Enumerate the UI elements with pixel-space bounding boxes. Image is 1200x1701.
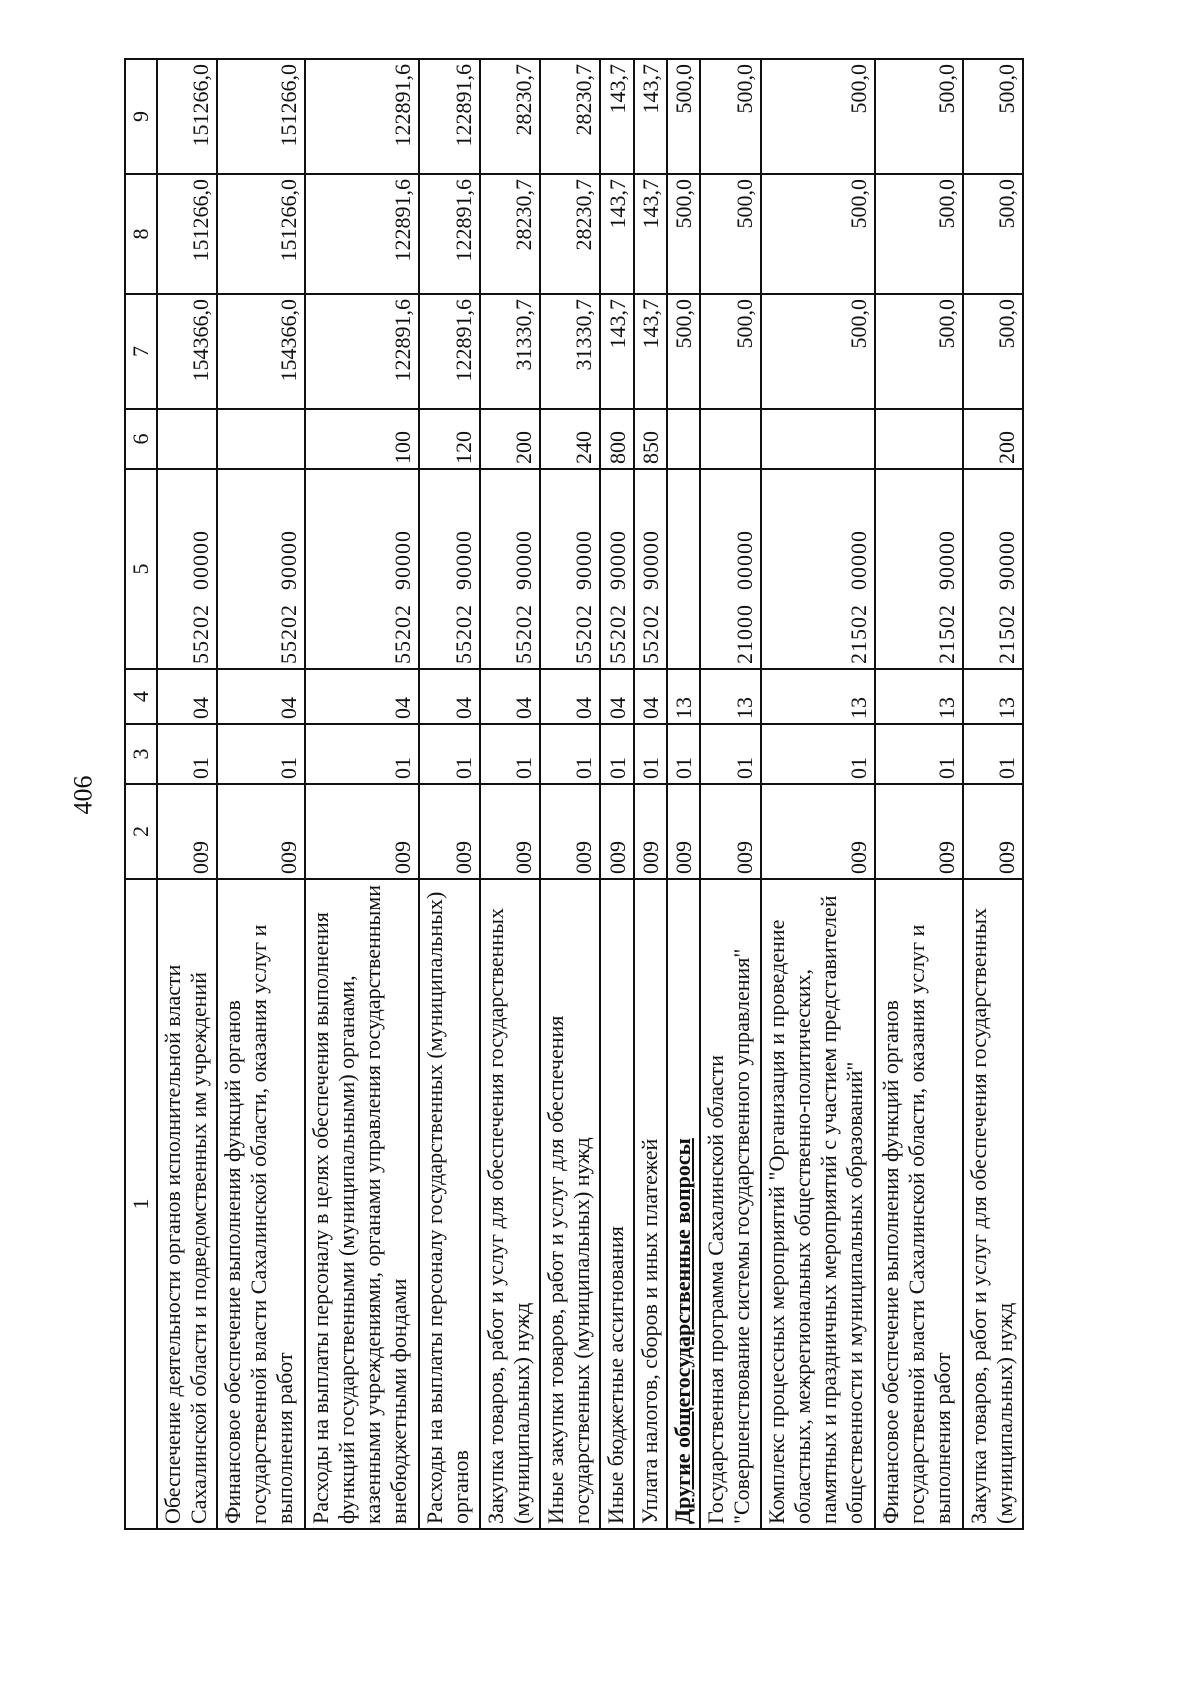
amount-year-1: 31330,7 — [540, 294, 600, 409]
table-body — [157, 59, 1023, 1529]
amount-year-1: 500,0 — [700, 294, 760, 409]
target-article-part-1: 55202 — [390, 604, 416, 664]
grbs-code: 009 — [305, 784, 419, 879]
target-article-part-2: 90000 — [390, 530, 416, 590]
amount-year-2: 122891,6 — [419, 174, 479, 294]
section-code: 01 — [700, 724, 760, 784]
amount-year-1: 500,0 — [963, 294, 1024, 409]
section-code: 01 — [875, 724, 962, 784]
column-header-2: 2 — [125, 784, 157, 879]
amount-year-1: 154366,0 — [157, 294, 217, 409]
amount-year-3: 143,7 — [600, 59, 633, 174]
amount-year-1: 122891,6 — [419, 294, 479, 409]
grbs-code: 009 — [419, 784, 479, 879]
target-article-code — [540, 469, 600, 669]
grbs-code: 009 — [700, 784, 760, 879]
expense-type-code — [761, 409, 875, 469]
subsection-code: 04 — [480, 669, 540, 724]
expense-type-code: 200 — [480, 409, 540, 469]
subsection-code: 04 — [157, 669, 217, 724]
amount-year-1: 500,0 — [761, 294, 875, 409]
target-article-part-2: 00000 — [731, 530, 757, 590]
grbs-code: 009 — [600, 784, 633, 879]
amount-year-3: 500,0 — [875, 59, 962, 174]
target-article-part-1: 21502 — [933, 604, 959, 664]
target-article-part-2: 90000 — [510, 530, 536, 590]
section-code: 01 — [419, 724, 479, 784]
grbs-code: 009 — [480, 784, 540, 879]
amount-year-2: 500,0 — [875, 174, 962, 294]
expense-type-code: 100 — [305, 409, 419, 469]
expense-type-code — [157, 409, 217, 469]
grbs-code: 009 — [667, 784, 700, 879]
amount-year-1: 154366,0 — [217, 294, 304, 409]
target-article-part-1: 55202 — [571, 604, 597, 664]
amount-year-2: 143,7 — [634, 174, 667, 294]
amount-year-2: 151266,0 — [157, 174, 217, 294]
grbs-code: 009 — [634, 784, 667, 879]
table-row — [600, 59, 633, 1529]
amount-year-2: 143,7 — [600, 174, 633, 294]
row-name: Обеспечение деятельности органов исполнительной власти Сахалинской области и подведомственных им учреждений — [157, 879, 217, 1529]
expense-type-code — [875, 409, 962, 469]
amount-year-3: 143,7 — [634, 59, 667, 174]
amount-year-3: 500,0 — [761, 59, 875, 174]
row-name: Закупка товаров, работ и услуг для обеспечения государственных (муниципальных) нужд — [963, 879, 1024, 1529]
target-article-part-1: 55202 — [637, 604, 663, 664]
row-name: Уплата налогов, сборов и иных платежей — [634, 879, 667, 1529]
expense-type-code — [700, 409, 760, 469]
column-header-4: 4 — [125, 669, 157, 724]
amount-year-1: 143,7 — [600, 294, 633, 409]
amount-year-3: 500,0 — [667, 59, 700, 174]
target-article-code — [667, 469, 700, 669]
grbs-code: 009 — [761, 784, 875, 879]
section-code: 01 — [217, 724, 304, 784]
table-row — [700, 59, 760, 1529]
amount-year-3: 500,0 — [963, 59, 1024, 174]
target-article-part-1: 21000 — [731, 604, 757, 664]
section-code: 01 — [667, 724, 700, 784]
target-article-part-1: 55202 — [510, 604, 536, 664]
target-article-code — [700, 469, 760, 669]
target-article-code — [217, 469, 304, 669]
table-row — [634, 59, 667, 1529]
table-row — [667, 59, 700, 1529]
subsection-code: 13 — [963, 669, 1024, 724]
expense-type-code — [667, 409, 700, 469]
amount-year-3: 28230,7 — [540, 59, 600, 174]
column-header-5: 5 — [125, 469, 157, 669]
row-name: Закупка товаров, работ и услуг для обеспечения государственных (муниципальных) нужд — [480, 879, 540, 1529]
expense-type-code: 240 — [540, 409, 600, 469]
section-code: 01 — [761, 724, 875, 784]
row-name: Другие общегосударственные вопросы — [667, 879, 700, 1529]
target-article-part-2: 90000 — [571, 530, 597, 590]
column-header-3: 3 — [125, 724, 157, 784]
table-row — [305, 59, 419, 1529]
target-article-code — [761, 469, 875, 669]
target-article-code — [157, 469, 217, 669]
row-name: Финансовое обеспечение выполнения функций органов государственной власти Сахалинской области, оказания услуг и выполнения работ — [875, 879, 962, 1529]
expense-type-code — [217, 409, 304, 469]
target-article-code — [963, 469, 1024, 669]
target-article-part-2: 90000 — [933, 530, 959, 590]
grbs-code: 009 — [963, 784, 1024, 879]
amount-year-1: 500,0 — [875, 294, 962, 409]
grbs-code: 009 — [875, 784, 962, 879]
table-row — [540, 59, 600, 1529]
table-row — [419, 59, 479, 1529]
section-code: 01 — [963, 724, 1024, 784]
amount-year-1: 500,0 — [667, 294, 700, 409]
table-row — [157, 59, 217, 1529]
section-code: 01 — [157, 724, 217, 784]
amount-year-3: 151266,0 — [157, 59, 217, 174]
amount-year-3: 28230,7 — [480, 59, 540, 174]
subsection-code: 04 — [540, 669, 600, 724]
subsection-code: 04 — [217, 669, 304, 724]
column-header-1: 1 — [125, 879, 157, 1529]
subsection-code: 13 — [700, 669, 760, 724]
amount-year-3: 151266,0 — [217, 59, 304, 174]
target-article-part-1: 55202 — [275, 604, 301, 664]
target-article-part-2: 90000 — [275, 530, 301, 590]
target-article-part-1: 21502 — [846, 604, 872, 664]
amount-year-2: 500,0 — [700, 174, 760, 294]
target-article-code — [419, 469, 479, 669]
target-article-part-1: 55202 — [604, 604, 630, 664]
target-article-part-2: 00000 — [846, 530, 872, 590]
rotated-table-wrapper — [124, 60, 1024, 1530]
row-name: Расходы на выплаты персоналу государственных (муниципальных) органов — [419, 879, 479, 1529]
target-article-part-2: 90000 — [604, 530, 630, 590]
expense-type-code: 850 — [634, 409, 667, 469]
column-header-8: 8 — [125, 174, 157, 294]
section-code: 01 — [540, 724, 600, 784]
amount-year-2: 122891,6 — [305, 174, 419, 294]
section-code: 01 — [480, 724, 540, 784]
grbs-code: 009 — [540, 784, 600, 879]
row-name: Расходы на выплаты персоналу в целях обеспечения выполнения функций государственными (муниципальными) органами, казенными учреждениями, органами управления государственными внебюджетными фондами — [305, 879, 419, 1529]
target-article-code — [600, 469, 633, 669]
amount-year-2: 500,0 — [667, 174, 700, 294]
expense-type-code: 800 — [600, 409, 633, 469]
target-article-part-2: 90000 — [450, 530, 476, 590]
row-name: Финансовое обеспечение выполнения функций органов государственной власти Сахалинской области, оказания услуг и выполнения работ — [217, 879, 304, 1529]
grbs-code: 009 — [217, 784, 304, 879]
subsection-code: 13 — [761, 669, 875, 724]
budget-table — [124, 58, 1024, 1530]
table-row — [217, 59, 304, 1529]
section-code: 01 — [600, 724, 633, 784]
target-article-part-1: 55202 — [450, 604, 476, 664]
subsection-code: 13 — [667, 669, 700, 724]
row-name: Иные бюджетные ассигнования — [600, 879, 633, 1529]
target-article-code — [875, 469, 962, 669]
amount-year-2: 28230,7 — [480, 174, 540, 294]
amount-year-1: 31330,7 — [480, 294, 540, 409]
expense-type-code: 200 — [963, 409, 1024, 469]
section-code: 01 — [305, 724, 419, 784]
column-header-7: 7 — [125, 294, 157, 409]
target-article-part-2: 00000 — [188, 530, 214, 590]
subsection-code: 04 — [419, 669, 479, 724]
amount-year-3: 122891,6 — [305, 59, 419, 174]
amount-year-3: 122891,6 — [419, 59, 479, 174]
amount-year-2: 500,0 — [963, 174, 1024, 294]
target-article-part-1: 21502 — [994, 604, 1019, 664]
header-row — [125, 59, 157, 1529]
column-header-9: 9 — [125, 59, 157, 174]
table-row — [963, 59, 1024, 1529]
subsection-code: 04 — [634, 669, 667, 724]
amount-year-1: 122891,6 — [305, 294, 419, 409]
row-name: Иные закупки товаров, работ и услуг для обеспечения государственных (муниципальных) нужд — [540, 879, 600, 1529]
table-row — [480, 59, 540, 1529]
section-code: 01 — [634, 724, 667, 784]
target-article-part-2: 90000 — [994, 530, 1019, 590]
amount-year-3: 500,0 — [700, 59, 760, 174]
target-article-code — [480, 469, 540, 669]
subsection-code: 13 — [875, 669, 962, 724]
subsection-code: 04 — [305, 669, 419, 724]
amount-year-1: 143,7 — [634, 294, 667, 409]
table-row — [875, 59, 962, 1529]
target-article-code — [305, 469, 419, 669]
target-article-part-1: 55202 — [188, 604, 214, 664]
row-name: Государственная программа Сахалинской области "Совершенствование системы государственного управления" — [700, 879, 760, 1529]
expense-type-code: 120 — [419, 409, 479, 469]
row-name: Комплекс процессных мероприятий "Организация и проведение областных, межрегиональных общественно-политических, памятных и праздничных мероприятий с участием представителей общественности и муниципальных образований" — [761, 879, 875, 1529]
amount-year-2: 500,0 — [761, 174, 875, 294]
grbs-code: 009 — [157, 784, 217, 879]
column-header-6: 6 — [125, 409, 157, 469]
subsection-code: 04 — [600, 669, 633, 724]
table-row — [761, 59, 875, 1529]
target-article-part-2: 90000 — [637, 530, 663, 590]
target-article-code — [634, 469, 667, 669]
amount-year-2: 151266,0 — [217, 174, 304, 294]
amount-year-2: 28230,7 — [540, 174, 600, 294]
page-number: 406 — [68, 775, 98, 815]
